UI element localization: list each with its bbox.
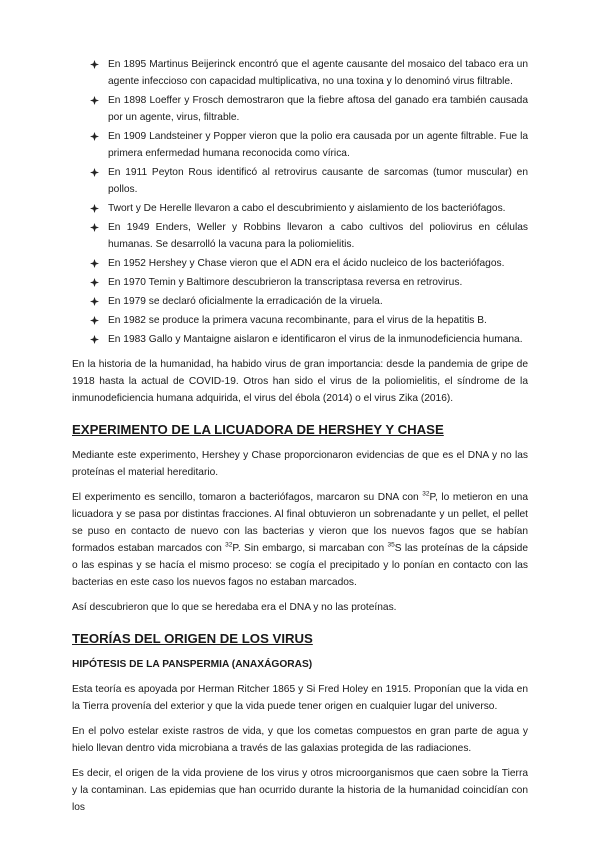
hershey-paragraph-3: Así descubrieron que lo que se heredaba era el DNA y no las proteínas.: [72, 602, 397, 613]
page-content: [72, 56, 528, 824]
hershey-chase-heading: EXPERIMENTO DE LA LICUADORA DE HERSHEY Y CHASE: [72, 422, 444, 437]
list-item: [72, 56, 528, 90]
origin-paragraph-1: Esta teoría es apoyada por Herman Ritcher 1865 y Si Fred Holey en 1915. Proponían que la vida en la Tierra provenía del exterior y que la vida puede tener origen en cualquier lugar del universo.: [72, 684, 528, 712]
text-segment: P, lo metieron en una licuadora y se pasa por distintas fracciones. Al final obtuvieron un sobrenadante y un pellet, el pellet se puso en contacto de nuevo con las bacterias y vieron que los nuevos fagos que se habían formados estaban marcados con: [72, 492, 529, 554]
diamond-bullet-icon: [90, 259, 99, 268]
isotope-superscript: 32: [225, 541, 233, 549]
list-item: [72, 293, 528, 310]
list-item-text: En 1895 Martinus Beijerinck encontró que el agente causante del mosaico del tabaco era un agente infeccioso con capacidad multiplicativa, no una toxina y lo denominó virus filtrable.: [108, 59, 528, 87]
list-item: [72, 219, 528, 253]
diamond-bullet-icon: [90, 132, 99, 141]
diamond-bullet-icon: [90, 335, 99, 344]
list-item: [72, 92, 528, 126]
hershey-paragraph-2: [72, 489, 528, 591]
diamond-bullet-icon: [90, 96, 99, 105]
diamond-bullet-icon: [90, 204, 99, 213]
list-item-text: En 1909 Landsteiner y Popper vieron que la polio era causada por un agente filtrable. Fue la primera enfermedad humana reconocida como vírica.: [108, 131, 528, 159]
diamond-bullet-icon: [90, 60, 99, 69]
list-item: [72, 128, 528, 162]
origin-paragraph-3: Es decir, el origen de la vida proviene de los virus y otros microorganismos que caen sobre la Tierra y la contaminan. Las epidemias que han ocurrido durante la historia de la humanidad coincidían con los: [72, 768, 528, 813]
hershey-paragraph-1: Mediante este experimento, Hershey y Chase proporcionaron evidencias de que es el DNA y no las proteínas el material hereditario.: [72, 450, 528, 478]
origin-paragraph-2: En el polvo estelar existe rastros de vida, y que los cometas compuestos en gran parte de agua y hielo llevan dentro vida microbiana a través de las galaxias protegida de las radiaciones.: [72, 726, 528, 754]
list-item-text: En 1970 Temin y Baltimore descubrieron la transcriptasa reversa en retrovirus.: [108, 277, 463, 288]
list-item: [72, 200, 528, 217]
list-item-text: En 1911 Peyton Rous identificó al retrovirus causante de sarcomas (tumor muscular) en pollos.: [108, 167, 528, 195]
diamond-bullet-icon: [90, 297, 99, 306]
list-item-text: En 1979 se declaró oficialmente la erradicación de la viruela.: [108, 296, 383, 307]
diamond-bullet-icon: [90, 223, 99, 232]
text-segment: El experimento es sencillo, tomaron a bacteriófagos, marcaron su DNA con: [72, 492, 423, 503]
list-item: [72, 274, 528, 291]
list-item-text: Twort y De Herelle llevaron a cabo el descubrimiento y aislamiento de los bacteriófagos.: [108, 203, 506, 214]
diamond-bullet-icon: [90, 278, 99, 287]
history-paragraph: En la historia de la humanidad, ha habido virus de gran importancia: desde la pandemia de gripe de 1918 hasta la actual de COVID-19. Otros han sido el virus de la poliomielitis, el síndrome de la inmunodeficiencia humana adquirida, el virus del ébola (2014) o el virus Zika (2016).: [72, 359, 528, 404]
text-segment: S las proteínas de la cápside o las espinas y se hacía el mismo proceso: se cogía el precipitado y lo ponían en contacto con las bacterias en este caso los nuevos fagos no estaban marcados.: [72, 543, 529, 588]
list-item: [72, 255, 528, 272]
list-item: [72, 164, 528, 198]
list-item-text: En 1952 Hershey y Chase vieron que el ADN era el ácido nucleico de los bacteriófagos.: [108, 258, 505, 269]
timeline-list: [72, 56, 528, 348]
text-segment: P. Sin embargo, si marcaban con: [232, 543, 388, 554]
isotope-superscript: 35: [387, 541, 395, 549]
list-item-text: En 1898 Loeffer y Frosch demostraron que la fiebre aftosa del ganado era también causada por un agente, virus, filtrable.: [108, 95, 528, 123]
isotope-superscript: 32: [422, 490, 430, 498]
virus-origin-heading: TEORÍAS DEL ORIGEN DE LOS VIRUS: [72, 631, 313, 646]
panspermia-subheading: HIPÓTESIS DE LA PANSPERMIA (ANAXÁGORAS): [72, 659, 313, 670]
list-item: [72, 312, 528, 329]
diamond-bullet-icon: [90, 168, 99, 177]
list-item: [72, 331, 528, 348]
list-item-text: En 1983 Gallo y Mantaigne aislaron e identificaron el virus de la inmunodeficiencia humana.: [108, 334, 523, 345]
diamond-bullet-icon: [90, 316, 99, 325]
list-item-text: En 1982 se produce la primera vacuna recombinante, para el virus de la hepatitis B.: [108, 315, 487, 326]
list-item-text: En 1949 Enders, Weller y Robbins llevaron a cabo cultivos del poliovirus en células humanas. Se desarrolló la vacuna para la poliomielitis.: [108, 222, 528, 250]
